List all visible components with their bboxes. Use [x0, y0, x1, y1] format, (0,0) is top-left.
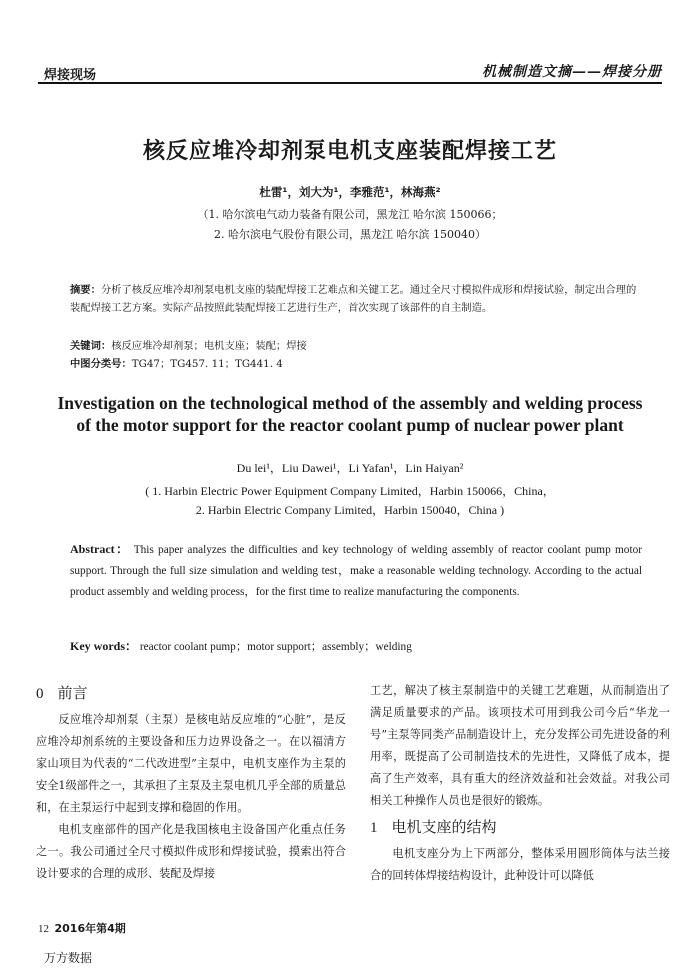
section-1-paragraph-1: 电机支座分为上下两部分，整体采用圆形筒体与法兰接合的回转体焊接结构设计，此种设计可以降低 [370, 847, 670, 882]
section-1-number: 1 [370, 820, 378, 836]
abstract-chinese [70, 281, 642, 317]
title-english-line-2: of the motor support for the reactor coolant pump of nuclear power plant [76, 415, 624, 435]
abstract-english [70, 539, 642, 603]
header-section-label: 焊接现场 [44, 68, 97, 83]
header-journal-name: 机械制造文摘——焊接分册 [482, 64, 662, 80]
abstract-english-text: This paper analyzes the difficulties and key technology of welding assembly of reactor coolant pump motor support. Through the full size simulation and welding test，make a reasonable welding technology. According to the actual product assembly and welding process，for the first time to realize manufacturing the components. [70, 544, 643, 598]
abstract-chinese-text: 分析了核反应堆冷却剂泵电机支座的装配焊接工艺难点和关键工艺。通过全尺寸模拟件成形和焊接试验，制定出合理的装配焊接工艺方案。实际产品按照此装配焊接工艺进行生产，首次实现了该部件的自主制造。 [70, 284, 637, 314]
affiliation-chinese-1: （1. 哈尔滨电气动力装备有限公司，黑龙江 哈尔滨 150066； [197, 208, 503, 221]
keywords-english [70, 637, 642, 654]
keywords-chinese-label: 关键词： [70, 340, 112, 352]
section-0-heading [36, 680, 346, 707]
classification-chinese [70, 355, 642, 370]
source-watermark: 万方数据 [44, 951, 93, 965]
classification-chinese-text: TG47；TG457. 11；TG441. 4 [131, 358, 283, 370]
body-column-right [370, 680, 670, 887]
title-chinese: 核反应堆冷却剂泵电机支座装配焊接工艺 [142, 139, 557, 164]
affiliation-chinese-2: 2. 哈尔滨电气股份有限公司，黑龙江 哈尔滨 150040） [214, 228, 486, 241]
section-0-paragraph-1: 反应堆冷却剂泵（主泵）是核电站反应堆的“心脏”，是反应堆冷却剂系统的主要设备和压力边界设备之一。在以福清方家山项目为代表的“二代改进型”主泵中，电机支座作为主泵的安全1级部件之一，其承担了主泵及主泵电机几乎全部的质量总和，在主泵运行中起到支撑和稳固的作用。 [36, 713, 346, 814]
header-rule [38, 82, 662, 84]
body-column-left [36, 680, 346, 885]
authors-chinese: 杜雷¹，刘大为¹，李雅范¹，林海燕² [259, 185, 441, 199]
keywords-english-label: Key words： [70, 639, 137, 653]
authors-english: Du lei¹，Liu Dawei¹，Li Yafan¹，Lin Haiyan² [236, 461, 464, 475]
abstract-english-label: Abstract： [70, 542, 130, 556]
affiliation-english-2: 2. Harbin Electric Company Limited，Harbin 150040，China ) [195, 503, 505, 517]
keywords-english-text: reactor coolant pump；motor support；assembly；welding [139, 641, 412, 653]
section-0-number: 0 [36, 686, 44, 702]
section-1-title: 电机支座的结构 [391, 818, 497, 836]
section-0-paragraph-2-part-1: 电机支座部件的国产化是我国核电主设备国产化重点任务之一。我公司通过全尺寸模拟件成形和焊接试验，摸索出符合设计要求的合理的成形、装配及焊接 [36, 823, 346, 880]
affiliation-english-1: ( 1. Harbin Electric Power Equipment Company Limited，Harbin 150066，China， [145, 484, 555, 498]
keywords-chinese-text: 核反应堆冷却剂泵；电机支座；装配；焊接 [111, 340, 307, 352]
title-english-line-1: Investigation on the technological method of the assembly and welding process [57, 393, 643, 413]
page-footer [38, 920, 126, 936]
classification-chinese-label: 中图分类号： [70, 358, 132, 370]
keywords-chinese [70, 337, 642, 352]
issue-label: 2016年第4期 [54, 922, 126, 935]
section-0-paragraph-2-part-2: 工艺，解决了核主泵制造中的关键工艺难题，从而制造出了满足质量要求的产品。该项技术可用到我公司今后“华龙一号”主泵等同类产品制造设计上，充分发挥公司先进设备的利用率，既提高了公司制造技术的先进性，又降低了成本，提高了生产效率，具有重大的经济效益和社会效益。对我公司相关工种操作人员也是很好的锻炼。 [370, 684, 670, 807]
title-english [0, 392, 700, 436]
abstract-chinese-label: 摘要： [70, 284, 101, 296]
page-number: 12 [38, 923, 49, 935]
section-1-heading [370, 814, 670, 841]
section-0-title: 前言 [57, 684, 88, 702]
